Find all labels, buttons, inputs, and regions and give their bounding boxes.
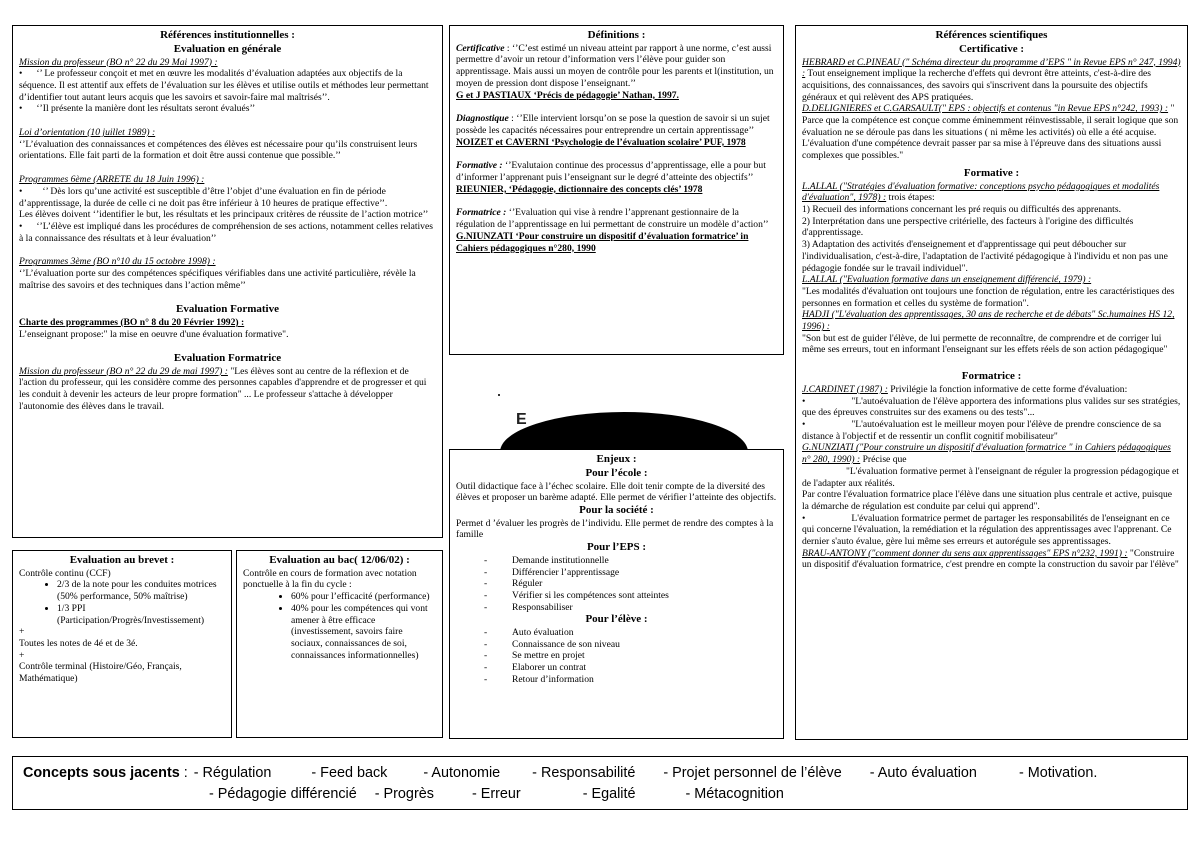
paragraph: G.NUNZIATI ("Pour construire un dispositif d'évaluation formatrice " in Cahiers pédagogiques n° 280, 1990) : Précise que	[802, 442, 1171, 466]
list-item: - Vérifier si les compétences sont atteintes	[456, 590, 777, 602]
panel-title: Références scientifiques	[935, 29, 1048, 41]
body-text: Outil didactique face à l’échec scolaire. Elle doit tenir compte de la diversité des élèves et proposer un barème adapté. Elle permet de vérifier l’atteinte des objectifs.	[456, 480, 777, 504]
concept-item: - Erreur	[471, 785, 521, 802]
concept-item: - Responsabilité	[532, 765, 636, 781]
paragraph: D.DELIGNIERES et C.GARSAULT(" EPS : objectifs et contenus "in Revue EPS n°242, 1993) : " Parce que la compétence est conçue comme éminemment réinvestissable, il serait logique que son évaluation ne se déroule pas dans les situations ( ni même les activités) où elle a été acquise. L'évaluation d'une compétence devrait passer par sa mise à l'épreuve dans des situations aussi complexes que possibles."	[802, 103, 1179, 162]
center-title-fragment: E	[516, 411, 527, 428]
paragraph: L.ALLAL ("Stratégies d'évaluation formative: conceptions psycho pédagogiques et modalités d'évaluation", 1978) : trois étapes:	[802, 180, 1160, 204]
body-text: Contrôle continu (CCF)	[19, 567, 111, 579]
paragraph: HEBRARD et C.PINEAU (" Schéma directeur du programme d’EPS " in Revue EPS n° 247, 1994) : Tout enseignement implique la recherche d'effets qui devront être atteints, c'est-à-dire des acquisitions, des connaissances, des savoirs qui s'inscrivent dans la poursuite des objectifs généraux et qui relèvent des APS pratiquées.	[802, 56, 1181, 103]
concept-item: - Autonomie	[423, 765, 501, 781]
panel-title: Références institutionnelles :	[160, 29, 295, 41]
bullet-text: • L'évaluation formatrice permet de partager les responsabilités de l'enseignant en ce qui concerne l'évaluation, la remédiation et la régulation des apprentissages avec l'apprenant. Ce dernier s'auto évalue, gère lui même ses erreurs et autorégule ses apprentissages.	[802, 513, 1181, 548]
definition-certificative: Certificative : ‘’C’est estimé un niveau atteint par rapport à une norme, c’est aussi permettre d’avoir un retour d’information vers l’élève pour guider son apprentissage. Mais aussi un moyen de contrôle pour les parents et l(institution, un moyen de pression dont dispose l’enseignant.’’	[456, 42, 774, 89]
reference: Mission du professeur (BO n° 22 du 29 Mai 1997) :	[19, 56, 218, 68]
plus-sign: +	[19, 626, 25, 638]
list-item: • 2/3 de la note pour les conduites motrices (50% performance, 50% maîtrise)	[57, 579, 225, 602]
section-heading: Pour l’élève :	[585, 613, 648, 626]
definitions-panel	[449, 25, 784, 355]
eps-list	[456, 555, 777, 614]
reference: Loi d’orientation (10 juillet 1989) :	[19, 127, 156, 139]
quote-text: "L'évaluation formative permet à l'enseignant de réguler la progression pédagogique et de l'adapter aux réalités.	[802, 465, 1179, 489]
panel-subtitle: Evaluation en générale	[173, 42, 282, 55]
body-text: Permet d ’évaluer les progrès de l’individu. Elle permet de rendre des comptes à la famille	[456, 517, 774, 541]
section-heading: Pour l’école :	[585, 466, 648, 479]
quote-text: Par contre l'évaluation formatrice place l'élève dans une situation plus centrale et active, puisque la démarche de régulation est conduite par celui qui apprend".	[802, 489, 1173, 512]
definition-formative: Formative : ‘’Evalutaion continue des processus d’apprentissage, elle a pour but d’informer l’apprenant puis l’enseignant sur le degré d’atteinte des objectifs’’	[456, 160, 766, 184]
list-item: • 1/3 PPI (Participation/Progrès/Investissement)	[57, 603, 225, 626]
definition-formatrice: Formatrice : ‘’Evaluation qui vise à rendre l’apprenant gestionnaire de la régulation de l’apprentissage en lui permettant de construire un modèle d’action’’	[456, 207, 769, 231]
list-item: - Responsabiliser	[456, 602, 777, 614]
reference: L.ALLAL ("Evaluation formative dans un enseignement différencié, 1979) :	[802, 274, 1092, 286]
section-heading: Pour l’EPS :	[586, 541, 647, 554]
paragraph: J.CARDINET (1987) : Privilégie la fonction informative de cette forme d'évaluation:	[802, 383, 1128, 395]
concepts-line-1	[23, 763, 1177, 784]
list-item: - Retour d’information	[456, 674, 777, 686]
section-heading: Evaluation Formative	[176, 303, 279, 316]
quote-text: ‘’L’évaluation des connaissances et compétences des élèves est nécessaire pour qu’ils construisent leurs orientations. Elle fait parti de la formation et doit être aussi contenue que possible.’’	[19, 138, 418, 162]
step-item: 1) Recueil des informations concernant les pré requis ou difficultés des apprenants.	[802, 203, 1121, 215]
list-item: • 40% pour les compétences qui vont amener à être efficace (investissement, savoirs faire sociaux, connaissances de soi, connaissances informationnelles)	[291, 603, 436, 662]
eleve-list	[456, 627, 777, 686]
bullet-text: • "L'autoévaluation est le meilleur moyen pour l'élève de prendre conscience de sa distance à l'objectif et de ressentir un conflit cognitif mobilisateur"	[802, 419, 1181, 442]
panel-title: Enjeux :	[596, 453, 637, 465]
concept-item: - Pédagogie différencié	[209, 785, 357, 802]
concept-item: - Auto évaluation	[869, 765, 977, 781]
concept-item: - Egalité	[582, 785, 636, 802]
body-text: Contrôle terminal (Histoire/Géo, Français, Mathématique)	[19, 661, 182, 685]
bullet-text: • ‘’ Le professeur conçoit et met en œuvre les modalités d’évaluation adaptées aux objectifs de la séquence. Il est attentif aux effets de l’évaluation sur les élèves et utilise outils et méthodes leur permettant d’identifier tout autant leurs acquis que les savoirs et savoir-faire mal maîtrisés’’.	[19, 68, 436, 103]
source: RIEUNIER, ‘Pédagogie, dictionnaire des concepts clés’ 1978	[456, 183, 703, 195]
panel-title: Définitions :	[587, 29, 646, 41]
section-heading: Formatrice :	[961, 370, 1022, 383]
body-text: Contrôle en cours de formation avec notation ponctuelle à la fin du cycle :	[243, 567, 417, 591]
section-heading: Formative :	[963, 166, 1020, 179]
quote-text: "Son but est de guider l'élève, de lui permette de reconnaître, de comprendre et de corriger lui même ses erreurs, tout en informant l'enseignant sur les effets réels de son action pédagogique"	[802, 332, 1168, 356]
reference: Charte des programmes (BO n° 8 du 20 Février 1992) :	[19, 316, 245, 328]
concept-item: - Progrès	[374, 785, 434, 802]
reference: Programmes 3ème (BO n°10 du 15 octobre 1998) :	[19, 256, 216, 268]
list-item: - Demande institutionnelle	[456, 555, 777, 567]
step-item: 2) Interprétation dans une perspective critérielle, des facteurs à l'origine des difficultés d'apprentissage.	[802, 215, 1134, 239]
definition-diagnostique: Diagnostique : ‘’Elle intervient lorsqu’on se pose la question de savoir si un sujet possède les capacités nécessaires pour entreprendre un certain apprentissage’’	[456, 113, 770, 136]
decorative-dot	[498, 394, 500, 396]
bullet-text: • ‘’Il présente la manière dont les résultats seront évalués’’	[19, 103, 436, 115]
section-heading: Certificative :	[958, 42, 1025, 55]
source: G et J PASTIAUX ‘Précis de pédagogie’ Nathan, 1997.	[456, 89, 679, 101]
plus-sign: +	[19, 649, 25, 661]
source: G.NIUNZATI ‘Pour construire un dispositif d’évaluation formatrice’ in Cahiers pédagogiques n°280, 1990	[456, 230, 749, 254]
brevet-panel	[12, 550, 232, 738]
panel-title: Evaluation au bac( 12/06/02) :	[269, 554, 410, 566]
bullet-text: • ‘’ Dès lors qu’une activité est susceptible d’être l’objet d’une évaluation en fin de période d’apprentissage, la durée de celle ci ne doit pas être inférieur à 10 heures de pratique effective’’.	[19, 186, 436, 209]
body-text: Les élèves doivent ‘’identifier le but, les résultats et les principaux critères de réussite de l’action motrice’’	[19, 209, 429, 221]
enjeux-panel	[449, 449, 784, 739]
list-item: - Connaissance de son niveau	[456, 639, 777, 651]
quote-text: "Les modalités d'évaluation ont toujours une fonction de régulation, entre les caractéristiques des personnes en formation et celles du système de formation".	[802, 285, 1175, 309]
reference: HADJI ("L'évaluation des apprentissages, 30 ans de recherche et de débats" Sc.humaines HS 12, 1996) :	[802, 309, 1175, 333]
concept-item: - Feed back	[311, 765, 388, 781]
concept-item: - Régulation	[193, 765, 272, 781]
section-heading: Evaluation Formatrice	[173, 352, 282, 365]
bullet-text: • "L'autoévaluation de l'élève apportera des informations plus valides sur ses stratégies, que des épreuves construites sur des examens ou des tests"...	[802, 396, 1181, 419]
concept-item: - Projet personnel de l’élève	[663, 765, 842, 781]
concepts-label: Concepts sous jacents :	[23, 765, 188, 781]
quote-text: ‘’L’évaluation porte sur des compétences spécifiques vérifiables dans une activité particulière, révèle la maîtrise des savoirs et des techniques dans l’action même’’	[19, 268, 416, 291]
bac-panel	[236, 550, 443, 738]
bullet-text: • ‘’L’élève est impliqué dans les procédures de compréhension de ses actions, notamment celles relatives à la connaissance des résultats et à leur évaluation’’	[19, 221, 436, 244]
list-item: - Réguler	[456, 578, 777, 590]
list-item: - Différencier l’apprentissage	[456, 567, 777, 579]
body-text: Toutes les notes de 4é et de 3é.	[19, 637, 138, 649]
source: NOIZET et CAVERNI ‘Psychologie de l’évaluation scolaire’ PUF, 1978	[456, 136, 746, 148]
paragraph: BRAU-ANTONY ("comment donner du sens aux apprentissages" EPS n°232, 1991) : "Construire un dispositif d'évaluation formatrice, c'est prendre en compte la construction du savoir par l'élève"	[802, 547, 1179, 571]
concepts-line-2	[23, 784, 1177, 805]
paragraph: Mission du professeur (BO n° 22 du 29 de mai 1997) : "Les élèves sont au centre de la réflexion et de l'action du professeur, qui les considère comme des personnes capables d'apprendre et de progresser et qui les conduit à devenir les acteurs de leur propre formation" ... Le professeur s'attache à développer l'autonomie des élèves dans le travail.	[19, 365, 427, 412]
panel-title: Evaluation au brevet :	[69, 554, 175, 566]
list-item: - Elaborer un contrat	[456, 662, 777, 674]
list-item: - Auto évaluation	[456, 627, 777, 639]
brevet-list	[19, 579, 225, 626]
institutional-references-panel	[12, 25, 443, 538]
concept-item: - Métacognition	[685, 785, 784, 802]
scientific-references-panel	[795, 25, 1188, 740]
concept-item: - Motivation.	[1018, 765, 1098, 781]
body-text: L’enseignant propose:" la mise en oeuvre d'une évaluation formative".	[19, 328, 289, 340]
list-item: • 60% pour l’efficacité (performance)	[291, 591, 436, 603]
bac-list	[243, 591, 436, 661]
reference: Programmes 6ème (ARRETE du 18 Juin 1996) :	[19, 174, 205, 186]
section-heading: Pour la société :	[579, 503, 654, 516]
step-item: 3) Adaptation des activités d'enseignement et d'apprentissage qui peut déboucher sur l'individualisation, c'est-à-dire, l'adaptation de l'activité pédagogique à l'individu et non pas une pédagogie fondée sur le travail individuel".	[802, 239, 1168, 274]
list-item: - Se mettre en projet	[456, 650, 777, 662]
underlying-concepts-panel	[12, 756, 1188, 810]
